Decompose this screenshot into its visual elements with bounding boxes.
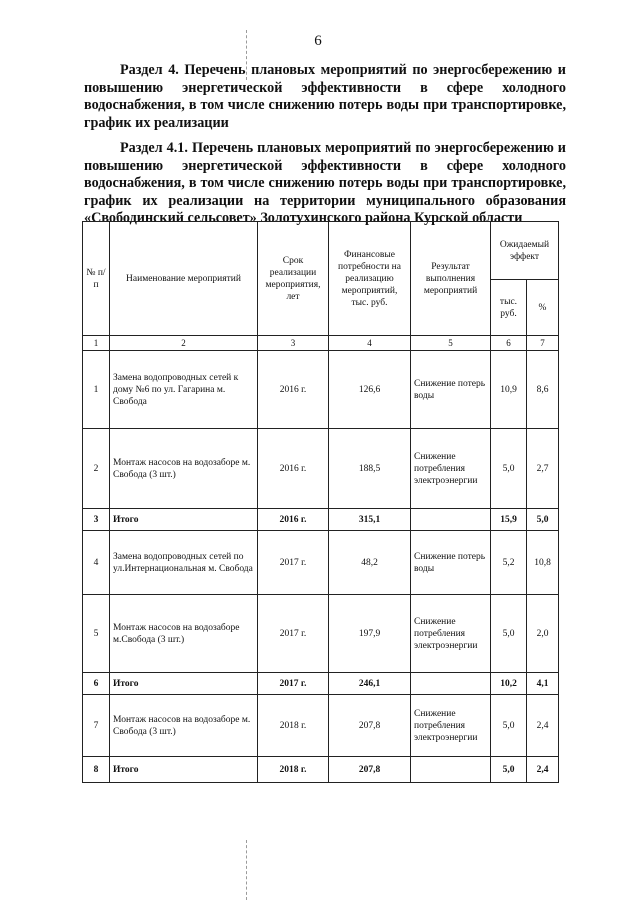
row-finance: 315,1 (329, 509, 411, 531)
row-name: Монтаж насосов на водозаборе м. Свобода (3 шт.) (110, 429, 258, 509)
row-num: 6 (83, 673, 110, 695)
row-effect-rub: 5,0 (491, 695, 527, 757)
section-title (84, 62, 566, 132)
row-result: Снижение потребления электроэнергии (411, 429, 491, 509)
row-name: Монтаж насосов на водозаборе м.Свобода (3 шт.) (110, 595, 258, 673)
row-effect-rub: 5,0 (491, 595, 527, 673)
row-finance: 188,5 (329, 429, 411, 509)
table-row (83, 351, 559, 429)
row-effect-pct: 2,0 (527, 595, 559, 673)
row-result: Снижение потребления электроэнергии (411, 595, 491, 673)
subsection-title-text: Раздел 4.1. Перечень плановых мероприятий по энергосбережению и повышению энергетической эффективности в сфере холодного водоснабжения, в том числе снижению потерь воды при транспортировке, график их реализации на территории муниципального образования «Свободинский сельсовет» Золотухинского района Курской области (84, 140, 566, 226)
row-period: 2016 г. (258, 429, 329, 509)
row-effect-pct: 8,6 (527, 351, 559, 429)
row-finance: 246,1 (329, 673, 411, 695)
column-number: 3 (258, 336, 329, 351)
column-number: 6 (491, 336, 527, 351)
row-effect-pct: 4,1 (527, 673, 559, 695)
row-effect-pct: 5,0 (527, 509, 559, 531)
row-period: 2017 г. (258, 531, 329, 595)
row-finance: 48,2 (329, 531, 411, 595)
row-result (411, 509, 491, 531)
row-name: Итого (110, 509, 258, 531)
total-row (83, 509, 559, 531)
table-row (83, 531, 559, 595)
row-num: 4 (83, 531, 110, 595)
row-effect-rub: 10,9 (491, 351, 527, 429)
row-name: Монтаж насосов на водозаборе м. Свобода (3 шт.) (110, 695, 258, 757)
row-name: Замена водопроводных сетей по ул.Интернациональная м. Свобода (110, 531, 258, 595)
page-number: 6 (314, 33, 322, 49)
header-effect-rub: тыс. руб. (491, 280, 527, 336)
row-result (411, 757, 491, 783)
row-period: 2018 г. (258, 757, 329, 783)
row-result: Снижение потерь воды (411, 351, 491, 429)
total-row (83, 757, 559, 783)
row-num: 3 (83, 509, 110, 531)
row-name: Итого (110, 673, 258, 695)
header-num: № п/п (83, 222, 110, 336)
row-finance: 197,9 (329, 595, 411, 673)
row-num: 8 (83, 757, 110, 783)
column-number: 4 (329, 336, 411, 351)
row-num: 1 (83, 351, 110, 429)
column-number: 5 (411, 336, 491, 351)
row-effect-pct: 2,7 (527, 429, 559, 509)
row-finance: 126,6 (329, 351, 411, 429)
row-effect-pct: 2,4 (527, 757, 559, 783)
row-effect-rub: 5,0 (491, 757, 527, 783)
header-effect: Ожидаемый эффект (491, 222, 559, 280)
row-effect-rub: 10,2 (491, 673, 527, 695)
header-effect-pct: % (527, 280, 559, 336)
header-name: Наименование мероприятий (110, 222, 258, 336)
total-row (83, 673, 559, 695)
column-number-row (83, 336, 559, 351)
row-result: Снижение потерь воды (411, 531, 491, 595)
row-period: 2017 г. (258, 595, 329, 673)
scan-fold-line (246, 840, 247, 900)
row-effect-pct: 10,8 (527, 531, 559, 595)
column-number: 7 (527, 336, 559, 351)
subsection-title (84, 140, 566, 228)
row-num: 2 (83, 429, 110, 509)
row-period: 2017 г. (258, 673, 329, 695)
header-period: Срок реализации мероприятия, лет (258, 222, 329, 336)
table-row (83, 429, 559, 509)
row-effect-rub: 5,2 (491, 531, 527, 595)
row-name: Замена водопроводных сетей к дому №6 по ул. Гагарина м. Свобода (110, 351, 258, 429)
row-result: Снижение потребления электроэнергии (411, 695, 491, 757)
row-num: 7 (83, 695, 110, 757)
header-row (83, 222, 559, 280)
row-effect-rub: 15,9 (491, 509, 527, 531)
row-finance: 207,8 (329, 695, 411, 757)
row-effect-pct: 2,4 (527, 695, 559, 757)
row-period: 2016 г. (258, 509, 329, 531)
column-number: 1 (83, 336, 110, 351)
row-effect-rub: 5,0 (491, 429, 527, 509)
section-title-text: Раздел 4. Перечень плановых мероприятий по энергосбережению и повышению энергетической эффективности в сфере холодного водоснабжения, в том числе снижению потерь воды при транспортировке, график их реализации (84, 62, 566, 131)
row-num: 5 (83, 595, 110, 673)
row-finance: 207,8 (329, 757, 411, 783)
row-result (411, 673, 491, 695)
header-finance: Финансовые потребности на реализацию мероприятий, тыс. руб. (329, 222, 411, 336)
row-name: Итого (110, 757, 258, 783)
row-period: 2018 г. (258, 695, 329, 757)
column-number: 2 (110, 336, 258, 351)
header-result: Результат выполнения мероприятий (411, 222, 491, 336)
table-row (83, 695, 559, 757)
row-period: 2016 г. (258, 351, 329, 429)
measures-table (82, 221, 559, 783)
table-row (83, 595, 559, 673)
